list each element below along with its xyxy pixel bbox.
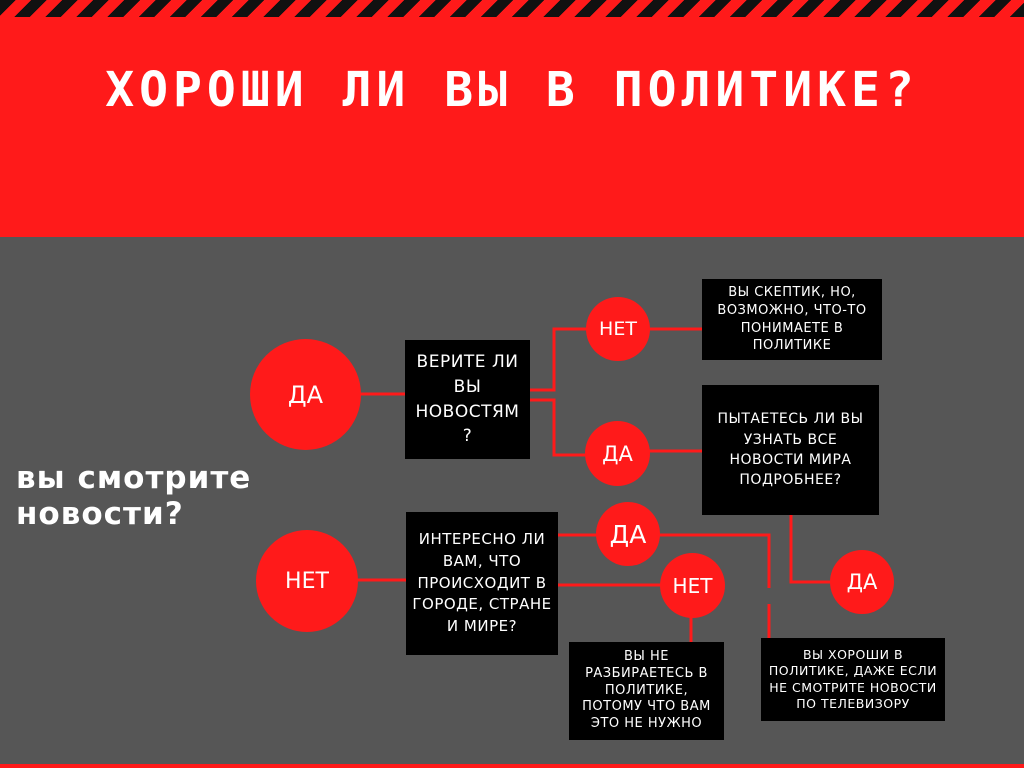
main-question-line-1: вы смотрите	[16, 460, 252, 496]
main-question-line-2: новости?	[16, 496, 184, 532]
yes-circle: ДА	[250, 339, 361, 450]
trust-news-question-box: ВЕРИТЕ ЛИ ВЫ НОВОСТЯМ ?	[405, 340, 530, 459]
yes-trust-circle: ДА	[585, 421, 650, 486]
connector-learn-to-yes	[791, 515, 831, 582]
no-trust-circle: НЕТ	[586, 297, 650, 361]
yes-learn-circle: ДА	[830, 550, 894, 614]
connector-trust-to-yes	[520, 400, 588, 455]
bottom-accent-line	[0, 764, 1024, 768]
no-circle: НЕТ	[256, 530, 358, 632]
good-result-box: ВЫ ХОРОШИ В ПОЛИТИКЕ, ДАЖЕ ЕСЛИ НЕ СМОТРИТЕ НОВОСТИ ПО ТЕЛЕВИЗОРУ	[761, 638, 945, 721]
no-interest-circle: НЕТ	[660, 553, 725, 618]
interest-question-box: ИНТЕРЕСНО ЛИ ВАМ, ЧТО ПРОИСХОДИТ В ГОРОДЕ, СТРАНЕ И МИРЕ?	[406, 512, 558, 655]
yes-interest-circle: ДА	[596, 502, 660, 566]
not-understand-result-box: ВЫ НЕ РАЗБИРАЕТЕСЬ В ПОЛИТИКЕ, ПОТОМУ ЧТО ВАМ ЭТО НЕ НУЖНО	[569, 642, 724, 740]
page-title: ХОРОШИ ЛИ ВЫ В ПОЛИТИКЕ?	[105, 62, 919, 118]
connector-trust-to-no	[520, 329, 588, 390]
learn-more-question-box: ПЫТАЕТЕСЬ ЛИ ВЫ УЗНАТЬ ВСЕ НОВОСТИ МИРА ПОДРОБНЕЕ?	[702, 385, 879, 515]
skeptic-result-box: ВЫ СКЕПТИК, НО, ВОЗМОЖНО, ЧТО-ТО ПОНИМАЕТЕ В ПОЛИТИКЕ	[702, 279, 882, 360]
